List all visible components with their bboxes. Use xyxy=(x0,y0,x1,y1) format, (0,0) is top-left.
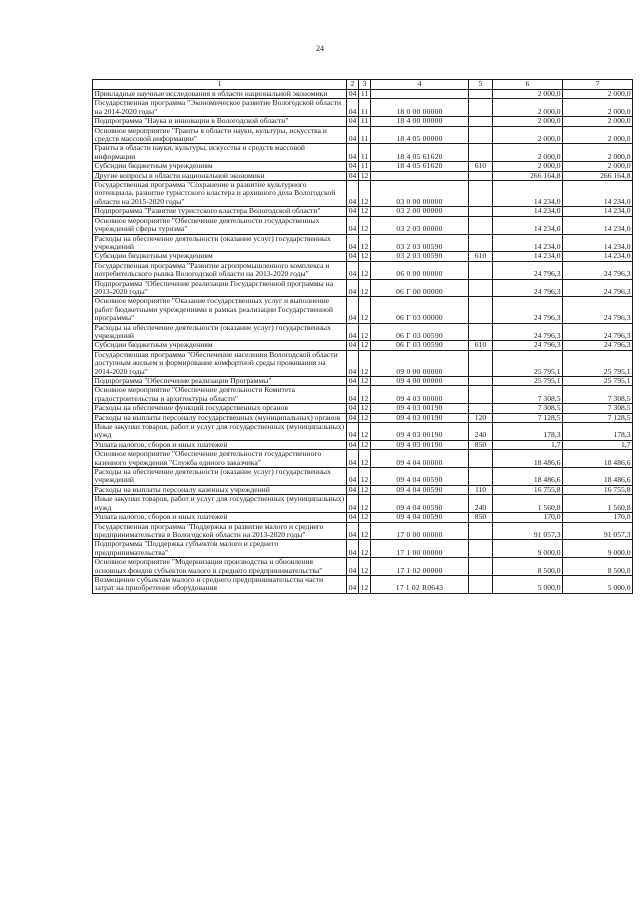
amount-cell-col6: 18 486,6 xyxy=(493,450,563,468)
expense-type-cell xyxy=(469,558,493,576)
subsection-code-cell: 12 xyxy=(359,181,371,207)
table-row xyxy=(93,90,633,99)
row-name-cell: Прикладные научные исследования в области национальной экономики xyxy=(93,90,347,99)
target-article-cell: 06 Г 03 00590 xyxy=(371,341,469,350)
subsection-code-cell: 12 xyxy=(359,207,371,216)
amount-cell-col7: 24 796,3 xyxy=(563,279,633,297)
subsection-code-cell: 12 xyxy=(359,485,371,494)
subsection-code-cell: 12 xyxy=(359,341,371,350)
row-name-cell: Гранты в области науки, культуры, искусства и средств массовой информации xyxy=(93,144,347,162)
table-row xyxy=(93,413,633,422)
expense-type-cell xyxy=(469,117,493,126)
amount-cell-col7: 14 234,0 xyxy=(563,252,633,261)
table-row xyxy=(93,252,633,261)
section-code-cell: 04 xyxy=(347,423,359,441)
table-row xyxy=(93,522,633,540)
amount-cell-col6: 9 000,0 xyxy=(493,540,563,558)
row-name-cell: Государственная программа "Развитие агропромышленного комплекса и потребительского рынка Вологодской области на 2013-2020 годы" xyxy=(93,261,347,279)
amount-cell-col6: 7 128,5 xyxy=(493,413,563,422)
target-article-cell: 09 4 04 00590 xyxy=(371,468,469,486)
table-row xyxy=(93,440,633,449)
amount-cell-col7: 5 000,0 xyxy=(563,575,633,593)
expense-type-cell: 610 xyxy=(469,162,493,171)
row-name-cell: Основное мероприятие "Оказание государственных услуг и выполнение работ бюджетными учреждениями в рамках реализации Государственной программы" xyxy=(93,297,347,323)
amount-cell-col6: 170,0 xyxy=(493,513,563,522)
section-code-cell: 04 xyxy=(347,261,359,279)
section-code-cell: 04 xyxy=(347,207,359,216)
table-row xyxy=(93,386,633,404)
amount-cell-col6: 2 000,0 xyxy=(493,117,563,126)
expense-type-cell xyxy=(469,404,493,413)
table-row xyxy=(93,144,633,162)
row-name-cell: Уплата налогов, сборов и иных платежей xyxy=(93,513,347,522)
table-row xyxy=(93,117,633,126)
subsection-code-cell: 12 xyxy=(359,279,371,297)
table-row xyxy=(93,575,633,593)
subsection-code-cell: 12 xyxy=(359,558,371,576)
section-code-cell: 04 xyxy=(347,540,359,558)
expense-type-cell: 610 xyxy=(469,252,493,261)
table-row xyxy=(93,450,633,468)
table-row xyxy=(93,171,633,180)
expense-type-cell: 110 xyxy=(469,485,493,494)
table-row xyxy=(93,350,633,376)
subsection-code-cell: 12 xyxy=(359,297,371,323)
expense-type-cell xyxy=(469,171,493,180)
amount-cell-col6: 2 000,0 xyxy=(493,126,563,144)
section-code-cell: 04 xyxy=(347,126,359,144)
amount-cell-col6: 25 795,1 xyxy=(493,350,563,376)
budget-table xyxy=(92,79,633,594)
column-header: 2 xyxy=(347,80,359,90)
target-article-cell xyxy=(371,171,469,180)
section-code-cell: 04 xyxy=(347,413,359,422)
section-code-cell: 04 xyxy=(347,377,359,386)
target-article-cell: 18 0 00 00000 xyxy=(371,99,469,117)
expense-type-cell xyxy=(469,468,493,486)
target-article-cell: 17 1 02 00000 xyxy=(371,558,469,576)
subsection-code-cell: 11 xyxy=(359,144,371,162)
amount-cell-col7: 2 000,0 xyxy=(563,117,633,126)
table-row xyxy=(93,341,633,350)
amount-cell-col7: 24 796,3 xyxy=(563,261,633,279)
section-code-cell: 04 xyxy=(347,440,359,449)
table-row xyxy=(93,485,633,494)
expense-type-cell: 610 xyxy=(469,341,493,350)
subsection-code-cell: 12 xyxy=(359,495,371,513)
section-code-cell: 04 xyxy=(347,234,359,252)
target-article-cell: 06 Г 03 00000 xyxy=(371,297,469,323)
subsection-code-cell: 12 xyxy=(359,540,371,558)
column-header: 3 xyxy=(359,80,371,90)
amount-cell-col7: 14 234,0 xyxy=(563,181,633,207)
section-code-cell: 04 xyxy=(347,90,359,99)
section-code-cell: 04 xyxy=(347,485,359,494)
target-article-cell: 09 4 04 00590 xyxy=(371,485,469,494)
column-header: 1 xyxy=(93,80,347,90)
column-header: 4 xyxy=(371,80,469,90)
amount-cell-col7: 14 234,0 xyxy=(563,207,633,216)
amount-cell-col6: 24 796,3 xyxy=(493,279,563,297)
row-name-cell: Основное мероприятие "Обеспечение деятельности Комитета градостроительства и архитектуры области" xyxy=(93,386,347,404)
amount-cell-col7: 25 795,1 xyxy=(563,377,633,386)
target-article-cell: 17 1 00 00000 xyxy=(371,540,469,558)
subsection-code-cell: 12 xyxy=(359,513,371,522)
amount-cell-col6: 2 000,0 xyxy=(493,162,563,171)
expense-type-cell xyxy=(469,279,493,297)
expense-type-cell xyxy=(469,181,493,207)
section-code-cell: 04 xyxy=(347,350,359,376)
section-code-cell: 04 xyxy=(347,216,359,234)
table-body xyxy=(93,80,633,594)
amount-cell-col6: 18 486,6 xyxy=(493,468,563,486)
amount-cell-col6: 5 000,0 xyxy=(493,575,563,593)
section-code-cell: 04 xyxy=(347,162,359,171)
expense-type-cell xyxy=(469,323,493,341)
amount-cell-col7: 2 000,0 xyxy=(563,90,633,99)
table-row xyxy=(93,261,633,279)
amount-cell-col7: 9 000,0 xyxy=(563,540,633,558)
subsection-code-cell: 11 xyxy=(359,126,371,144)
table-row xyxy=(93,181,633,207)
subsection-code-cell: 12 xyxy=(359,350,371,376)
section-code-cell: 04 xyxy=(347,279,359,297)
expense-type-cell xyxy=(469,450,493,468)
section-code-cell: 04 xyxy=(347,171,359,180)
amount-cell-col7: 2 000,0 xyxy=(563,99,633,117)
row-name-cell: Государственная программа "Экономическое развитие Вологодской области на 2014-2020 годы" xyxy=(93,99,347,117)
row-name-cell: Расходы на обеспечение деятельности (оказание услуг) государственных учреждений xyxy=(93,323,347,341)
expense-type-cell xyxy=(469,522,493,540)
section-code-cell: 04 xyxy=(347,522,359,540)
row-name-cell: Государственная программа "Сохранение и развитие культурного потенциала, развитие туристского кластера и архивного дела Вологодской области на 2015-2020 годы" xyxy=(93,181,347,207)
subsection-code-cell: 12 xyxy=(359,413,371,422)
subsection-code-cell: 12 xyxy=(359,423,371,441)
section-code-cell: 04 xyxy=(347,386,359,404)
amount-cell-col6: 2 000,0 xyxy=(493,90,563,99)
expense-type-cell xyxy=(469,99,493,117)
subsection-code-cell: 12 xyxy=(359,323,371,341)
section-code-cell: 04 xyxy=(347,297,359,323)
row-name-cell: Возмещение субъектам малого и среднего предпринимательства части затрат на приобретение оборудования xyxy=(93,575,347,593)
target-article-cell: 09 4 04 00590 xyxy=(371,513,469,522)
amount-cell-col6: 24 796,3 xyxy=(493,323,563,341)
expense-type-cell: 120 xyxy=(469,413,493,422)
expense-type-cell: 850 xyxy=(469,440,493,449)
target-article-cell: 18 4 05 00000 xyxy=(371,126,469,144)
subsection-code-cell: 12 xyxy=(359,386,371,404)
amount-cell-col7: 24 796,3 xyxy=(563,323,633,341)
amount-cell-col6: 2 000,0 xyxy=(493,144,563,162)
expense-type-cell xyxy=(469,207,493,216)
section-code-cell: 04 xyxy=(347,323,359,341)
amount-cell-col7: 170,0 xyxy=(563,513,633,522)
expense-type-cell xyxy=(469,386,493,404)
amount-cell-col7: 16 755,8 xyxy=(563,485,633,494)
expense-type-cell xyxy=(469,350,493,376)
amount-cell-col7: 7 308,5 xyxy=(563,404,633,413)
amount-cell-col7: 7 308,5 xyxy=(563,386,633,404)
expense-type-cell xyxy=(469,261,493,279)
section-code-cell: 04 xyxy=(347,468,359,486)
amount-cell-col6: 14 234,0 xyxy=(493,181,563,207)
amount-cell-col6: 7 308,5 xyxy=(493,404,563,413)
amount-cell-col7: 91 057,3 xyxy=(563,522,633,540)
target-article-cell: 09 4 03 00190 xyxy=(371,404,469,413)
table-row xyxy=(93,377,633,386)
amount-cell-col6: 178,3 xyxy=(493,423,563,441)
section-code-cell: 04 xyxy=(347,181,359,207)
amount-cell-col6: 14 234,0 xyxy=(493,252,563,261)
section-code-cell: 04 xyxy=(347,341,359,350)
row-name-cell: Подпрограмма "Развитие туристского кластера Вологодской области" xyxy=(93,207,347,216)
amount-cell-col7: 1,7 xyxy=(563,440,633,449)
target-article-cell: 03 0 00 00000 xyxy=(371,181,469,207)
table-row xyxy=(93,468,633,486)
row-name-cell: Расходы на выплаты персоналу казенных учреждений xyxy=(93,485,347,494)
column-header: 6 xyxy=(493,80,563,90)
target-article-cell: 09 0 00 00000 xyxy=(371,350,469,376)
amount-cell-col6: 8 500,0 xyxy=(493,558,563,576)
table-row xyxy=(93,216,633,234)
section-code-cell: 04 xyxy=(347,558,359,576)
table-row xyxy=(93,207,633,216)
row-name-cell: Субсидии бюджетным учреждениям xyxy=(93,341,347,350)
subsection-code-cell: 12 xyxy=(359,522,371,540)
subsection-code-cell: 11 xyxy=(359,117,371,126)
target-article-cell: 03 2 03 00590 xyxy=(371,234,469,252)
amount-cell-col6: 24 796,3 xyxy=(493,341,563,350)
subsection-code-cell: 12 xyxy=(359,252,371,261)
amount-cell-col6: 266 164,8 xyxy=(493,171,563,180)
table-row xyxy=(93,126,633,144)
target-article-cell: 18 4 05 61620 xyxy=(371,162,469,171)
subsection-code-cell: 12 xyxy=(359,468,371,486)
row-name-cell: Основное мероприятие "Обеспечение деятельности государственного казенного учреждения "Служба единого заказчика" xyxy=(93,450,347,468)
section-code-cell: 04 xyxy=(347,575,359,593)
section-code-cell: 04 xyxy=(347,144,359,162)
target-article-cell: 09 4 03 00190 xyxy=(371,440,469,449)
expense-type-cell xyxy=(469,126,493,144)
target-article-cell: 09 4 04 00000 xyxy=(371,450,469,468)
section-code-cell: 04 xyxy=(347,252,359,261)
row-name-cell: Государственная программа "Обеспечение населения Вологодской области доступным жильем и формирование комфортной среды проживания на 2014-2020 годы" xyxy=(93,350,347,376)
target-article-cell: 17 0 00 00000 xyxy=(371,522,469,540)
row-name-cell: Субсидии бюджетным учреждениям xyxy=(93,162,347,171)
target-article-cell: 18 4 05 61620 xyxy=(371,144,469,162)
amount-cell-col7: 1 560,8 xyxy=(563,495,633,513)
row-name-cell: Иные закупки товаров, работ и услуг для государственных (муниципальных) нужд xyxy=(93,495,347,513)
expense-type-cell xyxy=(469,90,493,99)
amount-cell-col6: 14 234,0 xyxy=(493,216,563,234)
target-article-cell xyxy=(371,90,469,99)
target-article-cell: 09 4 04 00590 xyxy=(371,495,469,513)
amount-cell-col7: 178,3 xyxy=(563,423,633,441)
amount-cell-col7: 18 486,6 xyxy=(563,468,633,486)
subsection-code-cell: 11 xyxy=(359,90,371,99)
amount-cell-col6: 7 308,5 xyxy=(493,386,563,404)
section-code-cell: 04 xyxy=(347,450,359,468)
row-name-cell: Иные закупки товаров, работ и услуг для государственных (муниципальных) нужд xyxy=(93,423,347,441)
row-name-cell: Расходы на обеспечение функций государственных органов xyxy=(93,404,347,413)
row-name-cell: Другие вопросы в области национальной экономики xyxy=(93,171,347,180)
target-article-cell: 06 Г 00 00000 xyxy=(371,279,469,297)
expense-type-cell xyxy=(469,540,493,558)
subsection-code-cell: 12 xyxy=(359,377,371,386)
subsection-code-cell: 12 xyxy=(359,216,371,234)
amount-cell-col7: 14 234,0 xyxy=(563,216,633,234)
amount-cell-col7: 2 000,0 xyxy=(563,144,633,162)
target-article-cell: 09 4 03 00190 xyxy=(371,413,469,422)
table-row xyxy=(93,558,633,576)
expense-type-cell xyxy=(469,216,493,234)
target-article-cell: 03 2 03 00000 xyxy=(371,216,469,234)
section-code-cell: 04 xyxy=(347,495,359,513)
amount-cell-col6: 14 234,0 xyxy=(493,207,563,216)
amount-cell-col7: 7 128,5 xyxy=(563,413,633,422)
subsection-code-cell: 12 xyxy=(359,261,371,279)
page-number: 24 xyxy=(316,44,324,53)
subsection-code-cell: 11 xyxy=(359,99,371,117)
section-code-cell: 04 xyxy=(347,513,359,522)
target-article-cell: 09 4 03 00000 xyxy=(371,386,469,404)
row-name-cell: Подпрограмма "Обеспечение реализации Программы" xyxy=(93,377,347,386)
table-header-row xyxy=(93,80,633,90)
subsection-code-cell: 12 xyxy=(359,234,371,252)
subsection-code-cell: 12 xyxy=(359,575,371,593)
target-article-cell: 18 4 00 00000 xyxy=(371,117,469,126)
subsection-code-cell: 12 xyxy=(359,440,371,449)
target-article-cell: 06 Г 03 00590 xyxy=(371,323,469,341)
amount-cell-col7: 2 000,0 xyxy=(563,126,633,144)
row-name-cell: Расходы на обеспечение деятельности (оказание услуг) государственных учреждений xyxy=(93,468,347,486)
target-article-cell: 09 4 00 00000 xyxy=(371,377,469,386)
table-row xyxy=(93,99,633,117)
amount-cell-col6: 14 234,0 xyxy=(493,234,563,252)
row-name-cell: Подпрограмма "Наука и инновации в Вологодской области" xyxy=(93,117,347,126)
section-code-cell: 04 xyxy=(347,99,359,117)
target-article-cell: 03 2 03 00590 xyxy=(371,252,469,261)
amount-cell-col7: 8 500,0 xyxy=(563,558,633,576)
amount-cell-col7: 25 795,1 xyxy=(563,350,633,376)
amount-cell-col6: 16 755,8 xyxy=(493,485,563,494)
table-row xyxy=(93,297,633,323)
row-name-cell: Государственная программа "Поддержка и развитие малого и среднего предпринимательства в Вологодской области на 2013-2020 годы" xyxy=(93,522,347,540)
amount-cell-col7: 18 486,6 xyxy=(563,450,633,468)
table-row xyxy=(93,423,633,441)
table-row xyxy=(93,323,633,341)
row-name-cell: Расходы на выплаты персоналу государственных (муниципальных) органов xyxy=(93,413,347,422)
amount-cell-col7: 14 234,0 xyxy=(563,234,633,252)
row-name-cell: Подпрограмма "Обеспечение реализации Государственной программы на 2013-2020 годы" xyxy=(93,279,347,297)
amount-cell-col6: 25 795,1 xyxy=(493,377,563,386)
table-row xyxy=(93,495,633,513)
amount-cell-col7: 266 164,8 xyxy=(563,171,633,180)
target-article-cell: 06 0 00 00000 xyxy=(371,261,469,279)
expense-type-cell xyxy=(469,297,493,323)
target-article-cell: 17 1 02 R0643 xyxy=(371,575,469,593)
row-name-cell: Субсидии бюджетным учреждениям xyxy=(93,252,347,261)
column-header: 5 xyxy=(469,80,493,90)
target-article-cell: 09 4 03 00190 xyxy=(371,423,469,441)
table-row xyxy=(93,279,633,297)
amount-cell-col7: 2 000,0 xyxy=(563,162,633,171)
target-article-cell: 03 2 00 00000 xyxy=(371,207,469,216)
expense-type-cell: 850 xyxy=(469,513,493,522)
subsection-code-cell: 12 xyxy=(359,450,371,468)
amount-cell-col6: 1 560,8 xyxy=(493,495,563,513)
amount-cell-col6: 91 057,3 xyxy=(493,522,563,540)
row-name-cell: Основное мероприятие "Гранты в области науки, культуры, искусства и средств массовой информации" xyxy=(93,126,347,144)
row-name-cell: Основное мероприятие "Обеспечение деятельности государственных учреждений сферы туризма" xyxy=(93,216,347,234)
amount-cell-col6: 1,7 xyxy=(493,440,563,449)
expense-type-cell xyxy=(469,575,493,593)
row-name-cell: Расходы на обеспечение деятельности (оказание услуг) государственных учреждений xyxy=(93,234,347,252)
expense-type-cell xyxy=(469,377,493,386)
amount-cell-col6: 24 796,3 xyxy=(493,261,563,279)
row-name-cell: Уплата налогов, сборов и иных платежей xyxy=(93,440,347,449)
amount-cell-col6: 2 000,0 xyxy=(493,99,563,117)
table-row xyxy=(93,540,633,558)
table-row xyxy=(93,234,633,252)
expense-type-cell: 240 xyxy=(469,495,493,513)
table-row xyxy=(93,404,633,413)
row-name-cell: Подпрограмма "Поддержка субъектов малого и среднего предпринимательства" xyxy=(93,540,347,558)
section-code-cell: 04 xyxy=(347,117,359,126)
amount-cell-col6: 24 796,3 xyxy=(493,297,563,323)
amount-cell-col7: 24 796,3 xyxy=(563,297,633,323)
amount-cell-col7: 24 796,3 xyxy=(563,341,633,350)
table-row xyxy=(93,162,633,171)
row-name-cell: Основное мероприятие "Модернизация производства и обновления основных фондов субъектов малого и среднего предпринимательства" xyxy=(93,558,347,576)
expense-type-cell xyxy=(469,234,493,252)
subsection-code-cell: 12 xyxy=(359,171,371,180)
column-header: 7 xyxy=(563,80,633,90)
table-row xyxy=(93,513,633,522)
expense-type-cell xyxy=(469,144,493,162)
section-code-cell: 04 xyxy=(347,404,359,413)
subsection-code-cell: 12 xyxy=(359,404,371,413)
expense-type-cell: 240 xyxy=(469,423,493,441)
subsection-code-cell: 11 xyxy=(359,162,371,171)
